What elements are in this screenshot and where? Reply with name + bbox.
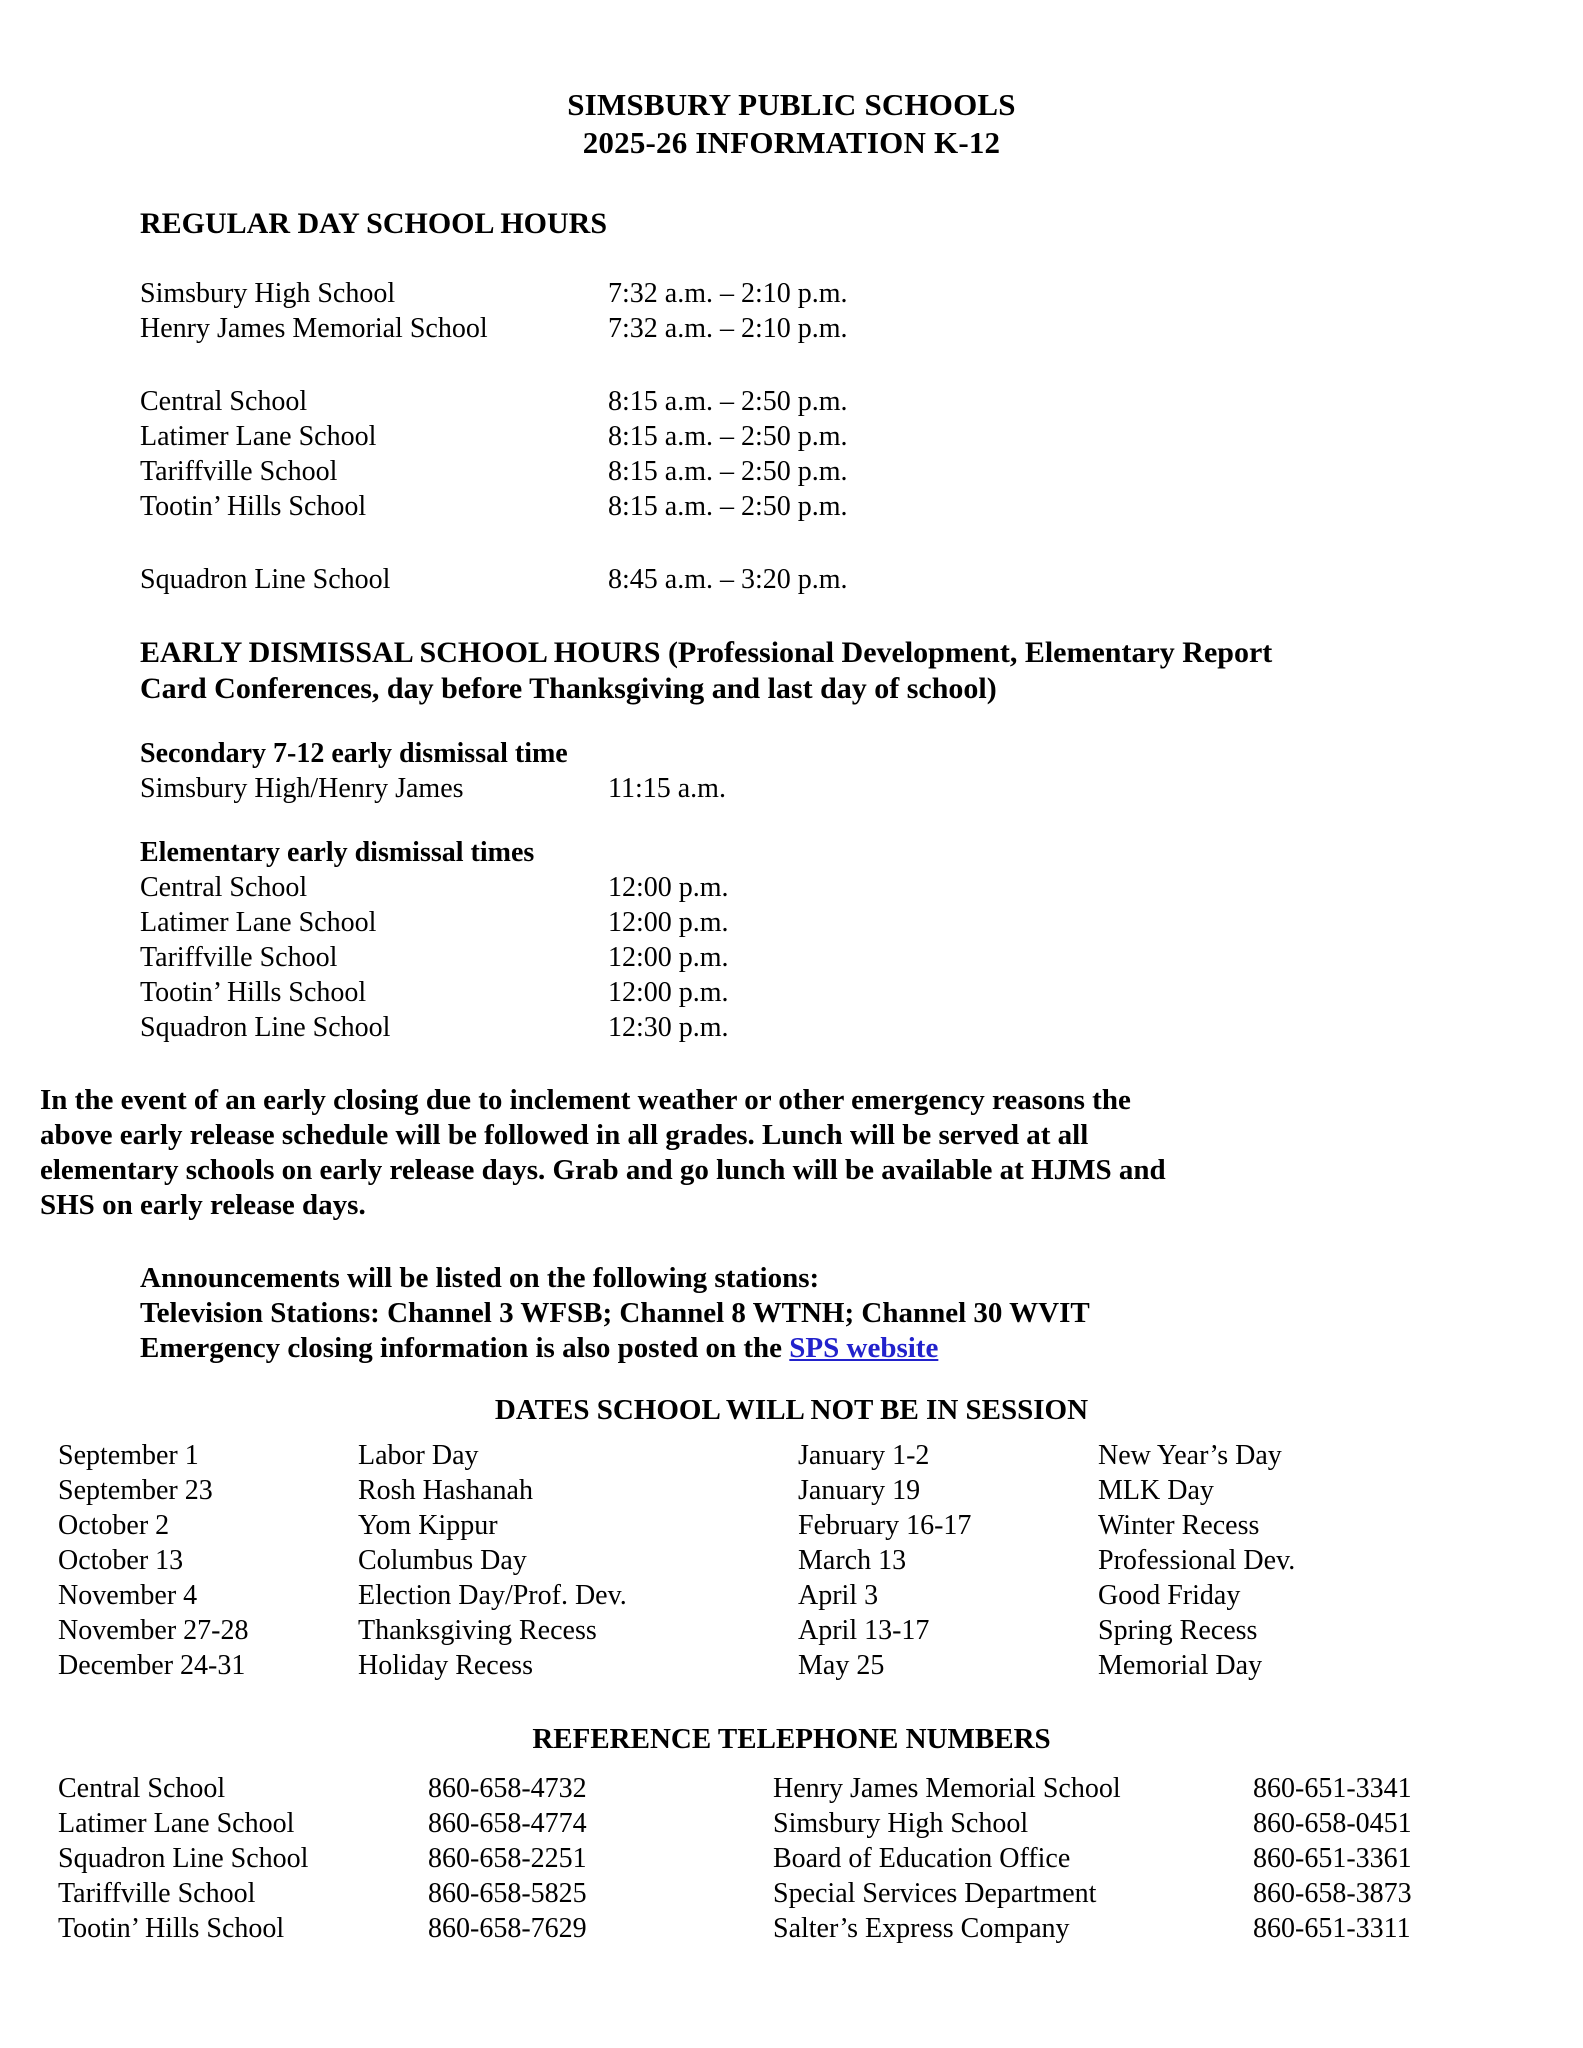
date-right: January 1-2 (798, 1440, 930, 1471)
label-left: Election Day/Prof. Dev. (358, 1580, 627, 1611)
hours-row (140, 940, 1583, 975)
school-name: Central School (140, 872, 308, 903)
inclement-line4: SHS on early release days. (40, 1189, 366, 1221)
hours-row (140, 311, 1583, 346)
inclement-line3: elementary schools on early release days. Grab and go lunch will be available at HJMS and (40, 1154, 1166, 1186)
announcements-line3-prefix: Emergency closing information is also posted on the (140, 1332, 790, 1364)
phone-name-right: Simsbury High School (773, 1808, 1029, 1839)
hours-row (140, 384, 1583, 419)
school-name: Squadron Line School (140, 1012, 391, 1043)
phone-number-right: 860-658-0451 (1253, 1808, 1412, 1839)
phone-number-right: 860-658-3873 (1253, 1878, 1412, 1909)
label-right: Professional Dev. (1098, 1545, 1296, 1576)
school-name: Latimer Lane School (140, 421, 377, 452)
school-hours: 8:45 a.m. – 3:20 p.m. (608, 564, 848, 595)
table-row (0, 1841, 1583, 1876)
date-right: April 13-17 (798, 1615, 930, 1646)
table-row (0, 1806, 1583, 1841)
label-left: Labor Day (358, 1440, 479, 1471)
announcements-line2: Television Stations: Channel 3 WFSB; Channel 8 WTNH; Channel 30 WVIT (140, 1297, 1090, 1329)
phone-numbers-heading: REFERENCE TELEPHONE NUMBERS (532, 1723, 1051, 1755)
phone-name-left: Central School (58, 1773, 226, 1804)
hours-row (140, 489, 1583, 524)
phone-name-right: Salter’s Express Company (773, 1913, 1070, 1944)
phone-number-left: 860-658-7629 (428, 1913, 587, 1944)
date-left: October 13 (58, 1545, 184, 1576)
phone-name-right: Henry James Memorial School (773, 1773, 1121, 1804)
secondary-dismissal-rows (140, 771, 1583, 806)
phone-number-left: 860-658-5825 (428, 1878, 587, 1909)
school-name: Tariffville School (140, 456, 338, 487)
no-session-table (0, 1438, 1583, 1683)
label-right: Good Friday (1098, 1580, 1241, 1611)
phone-number-right: 860-651-3341 (1253, 1773, 1412, 1804)
hours-row (140, 419, 1583, 454)
label-left: Yom Kippur (358, 1510, 498, 1541)
no-session-section (0, 1392, 1583, 1683)
school-name: Tariffville School (140, 942, 338, 973)
school-hours: 8:15 a.m. – 2:50 p.m. (608, 456, 848, 487)
dismissal-time: 12:00 p.m. (608, 907, 729, 938)
date-right: March 13 (798, 1545, 907, 1576)
date-left: September 1 (58, 1440, 199, 1471)
school-hours: 8:15 a.m. – 2:50 p.m. (608, 386, 848, 417)
inclement-line2: above early release schedule will be followed in all grades. Lunch will be served at all (40, 1119, 1089, 1151)
date-left: October 2 (58, 1510, 170, 1541)
early-dismissal-heading-line2: Card Conferences, day before Thanksgiving and last day of school) (140, 672, 997, 705)
school-name: Latimer Lane School (140, 907, 377, 938)
label-right: Spring Recess (1098, 1615, 1258, 1646)
phone-name-right: Special Services Department (773, 1878, 1097, 1909)
dismissal-time: 12:00 p.m. (608, 872, 729, 903)
page-title-line2: 2025-26 INFORMATION K-12 (582, 125, 1001, 160)
table-row (0, 1876, 1583, 1911)
regular-hours-heading: REGULAR DAY SCHOOL HOURS (140, 207, 608, 240)
phone-number-left: 860-658-4732 (428, 1773, 587, 1804)
regular-hours-section (0, 206, 1583, 597)
table-row (0, 1438, 1583, 1473)
phone-name-right: Board of Education Office (773, 1843, 1071, 1874)
regular-hours-group-squadron (140, 562, 1583, 597)
hours-row (140, 905, 1583, 940)
phone-name-left: Tariffville School (58, 1878, 256, 1909)
school-hours: 7:32 a.m. – 2:10 p.m. (608, 278, 848, 309)
table-row (0, 1508, 1583, 1543)
label-left: Holiday Recess (358, 1650, 533, 1681)
announcements-section (0, 1261, 1583, 1366)
dismissal-time: 12:00 p.m. (608, 977, 729, 1008)
table-row (0, 1543, 1583, 1578)
phone-name-left: Tootin’ Hills School (58, 1913, 285, 1944)
label-left: Rosh Hashanah (358, 1475, 533, 1506)
date-right: January 19 (798, 1475, 921, 1506)
school-hours: 8:15 a.m. – 2:50 p.m. (608, 421, 848, 452)
date-left: September 23 (58, 1475, 213, 1506)
phone-number-right: 860-651-3361 (1253, 1843, 1412, 1874)
elementary-dismissal-heading: Elementary early dismissal times (140, 837, 535, 868)
early-dismissal-section (0, 635, 1583, 1045)
label-right: MLK Day (1098, 1475, 1214, 1506)
document-header (0, 0, 1583, 162)
school-name: Tootin’ Hills School (140, 491, 367, 522)
phone-numbers-table (0, 1771, 1583, 1946)
hours-row (140, 276, 1583, 311)
school-name: Tootin’ Hills School (140, 977, 367, 1008)
table-row (0, 1578, 1583, 1613)
table-row (0, 1911, 1583, 1946)
early-dismissal-heading-line1: EARLY DISMISSAL SCHOOL HOURS (Professional Development, Elementary Report (140, 636, 1273, 669)
school-name: Central School (140, 386, 308, 417)
regular-hours-group-elementary (140, 384, 1583, 524)
label-left: Columbus Day (358, 1545, 527, 1576)
phone-number-right: 860-651-3311 (1253, 1913, 1411, 1944)
inclement-weather-paragraph (0, 1083, 1583, 1223)
dismissal-time: 12:30 p.m. (608, 1012, 729, 1043)
page-title-line1: SIMSBURY PUBLIC SCHOOLS (567, 87, 1016, 122)
hours-row (140, 771, 1583, 806)
dismissal-time: 12:00 p.m. (608, 942, 729, 973)
date-right: April 3 (798, 1580, 879, 1611)
hours-row (140, 562, 1583, 597)
table-row (0, 1473, 1583, 1508)
announcements-line1: Announcements will be listed on the following stations: (140, 1262, 820, 1294)
label-left: Thanksgiving Recess (358, 1615, 597, 1646)
table-row (0, 1613, 1583, 1648)
hours-row (140, 975, 1583, 1010)
table-row (0, 1648, 1583, 1683)
date-left: December 24-31 (58, 1650, 246, 1681)
sps-website-link[interactable]: SPS website (789, 1332, 939, 1364)
date-right: May 25 (798, 1650, 885, 1681)
elementary-dismissal-rows (140, 870, 1583, 1045)
phone-number-left: 860-658-2251 (428, 1843, 587, 1874)
school-name: Simsbury High School (140, 278, 396, 309)
school-name: Henry James Memorial School (140, 313, 488, 344)
hours-row (140, 454, 1583, 489)
date-left: November 4 (58, 1580, 198, 1611)
table-row (0, 1771, 1583, 1806)
hours-row (140, 870, 1583, 905)
label-right: Memorial Day (1098, 1650, 1263, 1681)
school-name: Simsbury High/Henry James (140, 773, 464, 804)
date-left: November 27-28 (58, 1615, 249, 1646)
school-hours: 7:32 a.m. – 2:10 p.m. (608, 313, 848, 344)
phone-number-left: 860-658-4774 (428, 1808, 587, 1839)
school-hours: 8:15 a.m. – 2:50 p.m. (608, 491, 848, 522)
phone-name-left: Squadron Line School (58, 1843, 309, 1874)
secondary-dismissal-heading: Secondary 7-12 early dismissal time (140, 738, 568, 769)
label-right: New Year’s Day (1098, 1440, 1282, 1471)
hours-row (140, 1010, 1583, 1045)
label-right: Winter Recess (1098, 1510, 1260, 1541)
no-session-heading: DATES SCHOOL WILL NOT BE IN SESSION (494, 1394, 1089, 1426)
regular-hours-group-secondary (140, 276, 1583, 346)
phone-name-left: Latimer Lane School (58, 1808, 295, 1839)
phone-numbers-section (0, 1721, 1583, 1946)
inclement-line1: In the event of an early closing due to inclement weather or other emergency reasons the (40, 1084, 1131, 1116)
announcements-line3 (140, 1331, 1583, 1366)
date-right: February 16-17 (798, 1510, 972, 1541)
dismissal-time: 11:15 a.m. (608, 773, 726, 804)
school-name: Squadron Line School (140, 564, 391, 595)
